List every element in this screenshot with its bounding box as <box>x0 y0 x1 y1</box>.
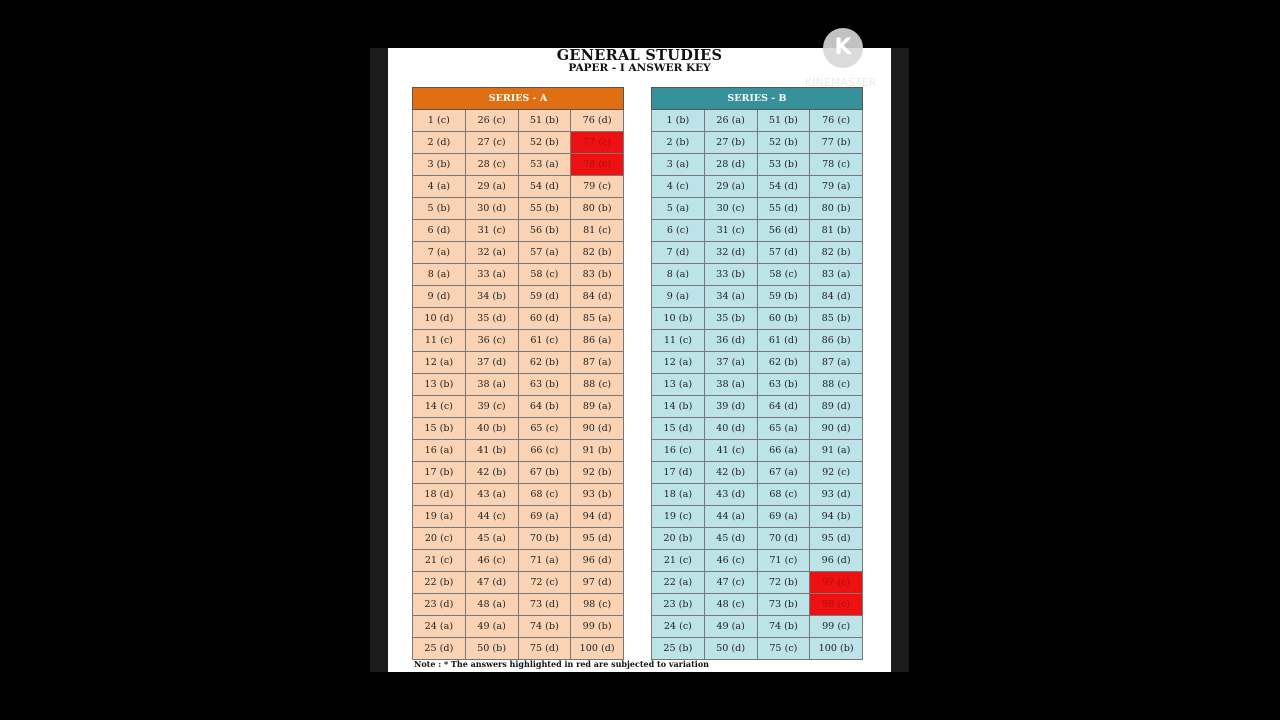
answer-cell: 39 (d) <box>704 396 757 418</box>
answer-cell: 87 (a) <box>810 352 863 374</box>
answer-cell: 24 (c) <box>652 616 705 638</box>
answer-cell: 34 (a) <box>704 286 757 308</box>
answer-cell: 80 (b) <box>571 198 624 220</box>
series-a-header: SERIES - A <box>413 88 624 110</box>
answer-cell: 68 (c) <box>518 484 571 506</box>
answer-cell: 37 (d) <box>465 352 518 374</box>
answer-cell: 100 (b) <box>810 638 863 660</box>
answer-key-page <box>388 48 891 672</box>
table-row <box>652 462 863 484</box>
answer-cell: 82 (b) <box>810 242 863 264</box>
series-a-table <box>412 87 624 660</box>
answer-cell: 92 (b) <box>571 462 624 484</box>
table-row <box>652 528 863 550</box>
answer-cell: 61 (d) <box>757 330 810 352</box>
answer-cell: 72 (b) <box>757 572 810 594</box>
answer-cell: 48 (a) <box>465 594 518 616</box>
answer-cell: 54 (d) <box>757 176 810 198</box>
answer-cell: 19 (c) <box>652 506 705 528</box>
table-row <box>413 132 624 154</box>
series-b-header: SERIES - B <box>652 88 863 110</box>
answer-cell: 83 (b) <box>571 264 624 286</box>
answer-cell: 46 (c) <box>704 550 757 572</box>
answer-cell: 41 (b) <box>465 440 518 462</box>
answer-cell: 43 (a) <box>465 484 518 506</box>
answer-cell: 70 (d) <box>757 528 810 550</box>
answer-cell: 91 (b) <box>571 440 624 462</box>
answer-cell: 8 (a) <box>652 264 705 286</box>
answer-cell: 56 (b) <box>518 220 571 242</box>
table-row <box>652 638 863 660</box>
table-row <box>413 396 624 418</box>
answer-cell: 45 (d) <box>704 528 757 550</box>
table-row <box>413 528 624 550</box>
table-row <box>413 198 624 220</box>
answer-cell: 20 (c) <box>413 528 466 550</box>
answer-cell: 85 (a) <box>571 308 624 330</box>
answer-cell: 76 (c) <box>810 110 863 132</box>
answer-cell: 31 (c) <box>465 220 518 242</box>
answer-cell: 23 (d) <box>413 594 466 616</box>
answer-cell: 92 (c) <box>810 462 863 484</box>
answer-cell: 53 (b) <box>757 154 810 176</box>
answer-cell: 68 (c) <box>757 484 810 506</box>
answer-cell: 31 (c) <box>704 220 757 242</box>
answer-cell: 49 (a) <box>465 616 518 638</box>
answer-cell: 17 (d) <box>652 462 705 484</box>
answer-cell: 29 (a) <box>465 176 518 198</box>
table-row <box>652 330 863 352</box>
answer-cell: 64 (b) <box>518 396 571 418</box>
answer-cell: 78 (c) <box>810 154 863 176</box>
answer-cell: 30 (d) <box>465 198 518 220</box>
table-row <box>413 308 624 330</box>
answer-cell: 48 (c) <box>704 594 757 616</box>
answer-cell: 77 (b) <box>810 132 863 154</box>
answer-cell: 56 (d) <box>757 220 810 242</box>
table-row <box>413 352 624 374</box>
table-row <box>652 352 863 374</box>
table-row <box>652 396 863 418</box>
answer-cell: 64 (d) <box>757 396 810 418</box>
answer-cell: 11 (c) <box>413 330 466 352</box>
answer-cell: 3 (b) <box>413 154 466 176</box>
table-row <box>652 154 863 176</box>
table-row <box>652 572 863 594</box>
answer-cell: 86 (a) <box>571 330 624 352</box>
answer-cell: 51 (b) <box>757 110 810 132</box>
answer-cell: 33 (a) <box>465 264 518 286</box>
answer-cell: 34 (b) <box>465 286 518 308</box>
answer-cell: 18 (d) <box>413 484 466 506</box>
answer-cell: 81 (c) <box>571 220 624 242</box>
table-row <box>413 506 624 528</box>
answer-cell: 100 (d) <box>571 638 624 660</box>
answer-cell: 57 (d) <box>757 242 810 264</box>
answer-cell: 10 (b) <box>652 308 705 330</box>
answer-cell: 98 (c) <box>571 594 624 616</box>
table-row <box>413 550 624 572</box>
answer-cell: 21 (c) <box>652 550 705 572</box>
answer-cell: 63 (b) <box>518 374 571 396</box>
answer-cell: 75 (d) <box>518 638 571 660</box>
table-row <box>652 286 863 308</box>
table-row <box>413 176 624 198</box>
table-row <box>413 418 624 440</box>
answer-cell: 86 (b) <box>810 330 863 352</box>
table-row <box>652 176 863 198</box>
answer-cell: 79 (c) <box>571 176 624 198</box>
answer-cell: 14 (c) <box>413 396 466 418</box>
right-dark-strip <box>891 48 909 672</box>
table-row <box>652 418 863 440</box>
answer-cell: 78 (c) <box>571 154 624 176</box>
table-row <box>652 132 863 154</box>
answer-cell: 89 (a) <box>571 396 624 418</box>
answer-cell: 66 (a) <box>757 440 810 462</box>
answer-cell: 36 (c) <box>465 330 518 352</box>
answer-cell: 79 (a) <box>810 176 863 198</box>
answer-cell: 35 (b) <box>704 308 757 330</box>
answer-cell: 16 (c) <box>652 440 705 462</box>
answer-cell: 94 (d) <box>571 506 624 528</box>
answer-cell: 33 (b) <box>704 264 757 286</box>
answer-cell: 44 (a) <box>704 506 757 528</box>
answer-cell: 47 (d) <box>465 572 518 594</box>
answer-cell: 80 (b) <box>810 198 863 220</box>
answer-cell: 81 (b) <box>810 220 863 242</box>
answer-cell: 13 (b) <box>413 374 466 396</box>
answer-cell: 52 (b) <box>757 132 810 154</box>
answer-cell: 5 (b) <box>413 198 466 220</box>
answer-cell: 50 (d) <box>704 638 757 660</box>
answer-cell: 69 (a) <box>757 506 810 528</box>
answer-cell: 97 (d) <box>571 572 624 594</box>
answer-cell: 38 (a) <box>465 374 518 396</box>
answer-cell: 71 (a) <box>518 550 571 572</box>
answer-cell: 7 (d) <box>652 242 705 264</box>
table-row <box>652 374 863 396</box>
answer-cell: 10 (d) <box>413 308 466 330</box>
answer-cell: 50 (b) <box>465 638 518 660</box>
answer-cell: 95 (d) <box>571 528 624 550</box>
table-row <box>413 572 624 594</box>
answer-cell: 23 (b) <box>652 594 705 616</box>
answer-cell: 18 (a) <box>652 484 705 506</box>
answer-cell: 42 (b) <box>704 462 757 484</box>
answer-cell: 5 (a) <box>652 198 705 220</box>
answer-cell: 2 (d) <box>413 132 466 154</box>
answer-cell: 28 (c) <box>465 154 518 176</box>
answer-cell: 28 (d) <box>704 154 757 176</box>
table-row <box>652 198 863 220</box>
answer-cell: 20 (b) <box>652 528 705 550</box>
table-row <box>652 242 863 264</box>
answer-cell: 63 (b) <box>757 374 810 396</box>
answer-cell: 84 (d) <box>571 286 624 308</box>
answer-cell: 94 (b) <box>810 506 863 528</box>
answer-cell: 65 (c) <box>518 418 571 440</box>
answer-cell: 99 (b) <box>571 616 624 638</box>
answer-cell: 69 (a) <box>518 506 571 528</box>
answer-cell: 89 (d) <box>810 396 863 418</box>
answer-cell: 58 (c) <box>757 264 810 286</box>
answer-cell: 25 (d) <box>413 638 466 660</box>
answer-cell: 4 (a) <box>413 176 466 198</box>
table-row <box>652 220 863 242</box>
answer-cell: 9 (a) <box>652 286 705 308</box>
answer-cell: 73 (d) <box>518 594 571 616</box>
answer-cell: 17 (b) <box>413 462 466 484</box>
answer-cell: 36 (d) <box>704 330 757 352</box>
answer-cell: 72 (c) <box>518 572 571 594</box>
answer-cell: 55 (b) <box>518 198 571 220</box>
answer-cell: 95 (d) <box>810 528 863 550</box>
answer-cell: 6 (d) <box>413 220 466 242</box>
answer-cell: 22 (a) <box>652 572 705 594</box>
answer-cell: 96 (d) <box>571 550 624 572</box>
table-row <box>413 286 624 308</box>
answer-cell: 47 (c) <box>704 572 757 594</box>
series-b-table <box>651 87 863 660</box>
answer-cell: 45 (a) <box>465 528 518 550</box>
answer-cell: 62 (b) <box>757 352 810 374</box>
answer-cell: 88 (c) <box>810 374 863 396</box>
answer-cell: 61 (c) <box>518 330 571 352</box>
page-subtitle: PAPER - I ANSWER KEY <box>568 62 711 74</box>
answer-cell: 1 (b) <box>652 110 705 132</box>
answer-cell: 91 (a) <box>810 440 863 462</box>
answer-cell: 67 (b) <box>518 462 571 484</box>
answer-cell: 65 (a) <box>757 418 810 440</box>
answer-cell: 88 (c) <box>571 374 624 396</box>
kinemaster-watermark <box>800 26 890 96</box>
answer-cell: 87 (a) <box>571 352 624 374</box>
answer-cell: 76 (d) <box>571 110 624 132</box>
table-row <box>413 594 624 616</box>
answer-cell: 9 (d) <box>413 286 466 308</box>
answer-cell: 96 (d) <box>810 550 863 572</box>
answer-cell: 75 (c) <box>757 638 810 660</box>
answer-cell: 40 (d) <box>704 418 757 440</box>
answer-cell: 13 (a) <box>652 374 705 396</box>
answer-cell: 38 (a) <box>704 374 757 396</box>
table-row <box>413 242 624 264</box>
answer-cell: 60 (b) <box>757 308 810 330</box>
answer-cell: 90 (d) <box>810 418 863 440</box>
answer-cell: 39 (c) <box>465 396 518 418</box>
answer-cell: 60 (d) <box>518 308 571 330</box>
answer-cell: 44 (c) <box>465 506 518 528</box>
answer-cell: 74 (b) <box>757 616 810 638</box>
answer-cell: 14 (b) <box>652 396 705 418</box>
answer-cell: 77 (c) <box>571 132 624 154</box>
answer-cell: 85 (b) <box>810 308 863 330</box>
answer-cell: 25 (b) <box>652 638 705 660</box>
answer-cell: 97 (c) <box>810 572 863 594</box>
answer-cell: 8 (a) <box>413 264 466 286</box>
left-dark-strip <box>370 48 388 672</box>
answer-cell: 54 (d) <box>518 176 571 198</box>
kinemaster-logo-icon <box>823 28 863 68</box>
table-row <box>652 308 863 330</box>
table-row <box>652 594 863 616</box>
answer-cell: 12 (a) <box>652 352 705 374</box>
answer-cell: 27 (b) <box>704 132 757 154</box>
watermark-text: KINEMASTER <box>805 77 877 89</box>
answer-cell: 22 (b) <box>413 572 466 594</box>
answer-cell: 26 (c) <box>465 110 518 132</box>
answer-cell: 26 (a) <box>704 110 757 132</box>
answer-cell: 32 (d) <box>704 242 757 264</box>
answer-cell: 74 (b) <box>518 616 571 638</box>
answer-cell: 2 (b) <box>652 132 705 154</box>
answer-cell: 93 (b) <box>571 484 624 506</box>
page-title: GENERAL STUDIES <box>556 47 723 64</box>
answer-cell: 58 (c) <box>518 264 571 286</box>
answer-cell: 53 (a) <box>518 154 571 176</box>
table-row <box>413 462 624 484</box>
answer-cell: 21 (c) <box>413 550 466 572</box>
answer-cell: 37 (a) <box>704 352 757 374</box>
answer-cell: 62 (b) <box>518 352 571 374</box>
answer-cell: 1 (c) <box>413 110 466 132</box>
table-row <box>652 506 863 528</box>
answer-cell: 24 (a) <box>413 616 466 638</box>
table-row <box>413 484 624 506</box>
answer-cell: 19 (a) <box>413 506 466 528</box>
table-row <box>413 264 624 286</box>
table-row <box>413 374 624 396</box>
watermark-logo-letter: K <box>834 35 852 60</box>
answer-cell: 49 (a) <box>704 616 757 638</box>
answer-cell: 3 (a) <box>652 154 705 176</box>
table-row <box>413 638 624 660</box>
table-row <box>652 264 863 286</box>
answer-cell: 55 (d) <box>757 198 810 220</box>
answer-cell: 27 (c) <box>465 132 518 154</box>
answer-cell: 59 (d) <box>518 286 571 308</box>
answer-cell: 4 (c) <box>652 176 705 198</box>
table-row <box>413 440 624 462</box>
answer-cell: 15 (b) <box>413 418 466 440</box>
answer-cell: 66 (c) <box>518 440 571 462</box>
table-row <box>413 220 624 242</box>
answer-cell: 16 (a) <box>413 440 466 462</box>
answer-cell: 57 (a) <box>518 242 571 264</box>
table-row <box>413 330 624 352</box>
answer-cell: 15 (d) <box>652 418 705 440</box>
answer-cell: 71 (c) <box>757 550 810 572</box>
answer-cell: 32 (a) <box>465 242 518 264</box>
answer-cell: 43 (d) <box>704 484 757 506</box>
answer-cell: 98 (c) <box>810 594 863 616</box>
answer-cell: 40 (b) <box>465 418 518 440</box>
footnote: Note : * The answers highlighted in red are subjected to variation <box>414 659 709 669</box>
answer-cell: 67 (a) <box>757 462 810 484</box>
answer-cell: 52 (b) <box>518 132 571 154</box>
answer-cell: 90 (d) <box>571 418 624 440</box>
answer-cell: 59 (b) <box>757 286 810 308</box>
answer-cell: 99 (c) <box>810 616 863 638</box>
answer-cell: 6 (c) <box>652 220 705 242</box>
answer-cell: 35 (d) <box>465 308 518 330</box>
answer-cell: 12 (a) <box>413 352 466 374</box>
answer-cell: 82 (b) <box>571 242 624 264</box>
answer-cell: 42 (b) <box>465 462 518 484</box>
answer-cell: 93 (d) <box>810 484 863 506</box>
answer-cell: 7 (a) <box>413 242 466 264</box>
answer-cell: 41 (c) <box>704 440 757 462</box>
table-row <box>652 550 863 572</box>
answer-cell: 11 (c) <box>652 330 705 352</box>
table-row <box>652 110 863 132</box>
table-row <box>413 616 624 638</box>
table-row <box>652 616 863 638</box>
answer-cell: 84 (d) <box>810 286 863 308</box>
answer-cell: 83 (a) <box>810 264 863 286</box>
answer-cell: 30 (c) <box>704 198 757 220</box>
table-row <box>413 154 624 176</box>
table-row <box>652 440 863 462</box>
answer-cell: 46 (c) <box>465 550 518 572</box>
table-row <box>652 484 863 506</box>
answer-cell: 51 (b) <box>518 110 571 132</box>
table-row <box>413 110 624 132</box>
answer-cell: 29 (a) <box>704 176 757 198</box>
answer-cell: 70 (b) <box>518 528 571 550</box>
answer-cell: 73 (b) <box>757 594 810 616</box>
